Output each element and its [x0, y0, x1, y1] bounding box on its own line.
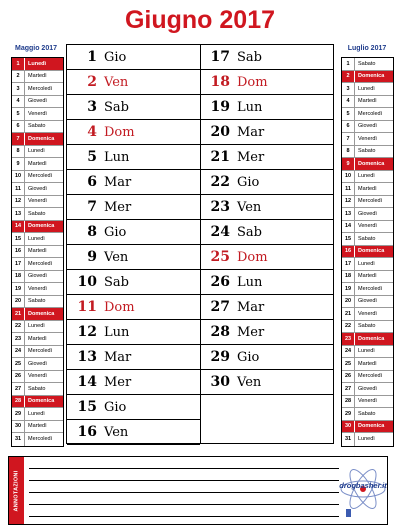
mini-day-row: [342, 221, 393, 234]
mini-day-row: [342, 146, 393, 159]
mini-day-name: Domenica: [358, 160, 385, 167]
day-number: 9: [87, 249, 97, 265]
may-title: Maggio 2017: [14, 45, 57, 52]
day-name: Dom: [104, 299, 135, 315]
mini-day-name: Mercoledì: [28, 260, 53, 267]
mini-day-number: 10: [342, 171, 355, 183]
day-number: 28: [210, 324, 230, 340]
day-row: [67, 420, 200, 445]
mini-day-name: Domenica: [358, 423, 385, 430]
mini-day-row: [12, 396, 63, 409]
mini-day-name: Domenica: [358, 73, 385, 80]
day-row: [67, 245, 200, 270]
mini-day-row: [12, 246, 63, 259]
mini-day-number: 15: [12, 233, 25, 245]
mini-day-row: [12, 371, 63, 384]
day-number: 21: [210, 149, 230, 165]
mini-day-number: 23: [12, 333, 25, 345]
mini-day-row: [342, 83, 393, 96]
logo-text: drogbasher.it: [339, 481, 387, 490]
mini-day-name: Venerdì: [28, 285, 47, 292]
mini-day-name: Martedì: [358, 98, 377, 105]
may-calendar: [11, 57, 64, 447]
july-title: Luglio 2017: [347, 45, 387, 52]
mini-day-name: Sabato: [358, 235, 376, 242]
day-number: 12: [77, 324, 97, 340]
mini-day-number: 1: [12, 58, 25, 70]
day-row: [67, 120, 200, 145]
day-name: Gio: [237, 349, 260, 365]
mini-day-name: Sabato: [358, 60, 376, 67]
day-number: 23: [210, 199, 230, 215]
day-row: [67, 95, 200, 120]
day-number: 13: [77, 349, 97, 365]
day-row: [200, 270, 333, 295]
mini-day-row: [12, 433, 63, 446]
mini-day-number: 28: [12, 396, 25, 408]
mini-day-name: Giovedì: [358, 385, 377, 392]
day-name: Gio: [237, 174, 260, 190]
mini-day-name: Domenica: [28, 398, 55, 405]
mini-day-number: 22: [12, 321, 25, 333]
day-row: [67, 195, 200, 220]
mini-day-name: Mercoledì: [28, 436, 53, 443]
mini-day-name: Martedì: [28, 73, 47, 80]
day-number: 25: [210, 249, 230, 265]
mini-day-name: Mercoledì: [28, 173, 53, 180]
mini-day-name: Domenica: [28, 135, 55, 142]
mini-day-name: Martedì: [358, 273, 377, 280]
day-number: 24: [210, 224, 230, 240]
day-number: 7: [87, 199, 97, 215]
mini-day-name: Martedì: [28, 423, 47, 430]
mini-day-number: 7: [342, 133, 355, 145]
mini-day-row: [12, 321, 63, 334]
mini-day-row: [342, 271, 393, 284]
mini-day-row: [342, 371, 393, 384]
mini-day-row: [342, 321, 393, 334]
mini-day-row: [342, 308, 393, 321]
day-number: 30: [210, 374, 230, 390]
mini-day-name: Sabato: [28, 210, 46, 217]
mini-day-number: 28: [342, 396, 355, 408]
mini-day-row: [12, 146, 63, 159]
mini-day-row: [342, 333, 393, 346]
mini-day-name: Giovedì: [358, 123, 377, 130]
day-row: [200, 170, 333, 195]
mini-day-name: Mercoledì: [358, 285, 383, 292]
day-name: Mer: [104, 199, 132, 215]
mini-day-number: 22: [342, 321, 355, 333]
mini-day-row: [12, 333, 63, 346]
notes-area[interactable]: [8, 456, 388, 525]
day-row: [200, 120, 333, 145]
mini-day-name: Lunedì: [28, 235, 45, 242]
mini-day-name: Lunedì: [358, 436, 375, 443]
day-name: Sab: [104, 99, 129, 115]
mini-day-number: 21: [342, 308, 355, 320]
mini-day-row: [342, 421, 393, 434]
mini-day-number: 30: [12, 421, 25, 433]
mini-day-name: Lunedì: [358, 173, 375, 180]
mini-day-row: [342, 408, 393, 421]
mini-day-row: [342, 121, 393, 134]
mini-day-name: Sabato: [358, 410, 376, 417]
mini-day-name: Sabato: [28, 123, 46, 130]
mini-day-number: 3: [342, 83, 355, 95]
day-number: 3: [87, 99, 97, 115]
mini-day-row: [12, 208, 63, 221]
day-name: Lun: [237, 274, 263, 290]
mini-day-number: 4: [12, 96, 25, 108]
mini-day-name: Domenica: [28, 310, 55, 317]
mini-day-number: 20: [342, 296, 355, 308]
mini-day-number: 6: [342, 121, 355, 133]
mini-day-row: [12, 171, 63, 184]
mini-day-number: 24: [342, 346, 355, 358]
mini-day-number: 2: [12, 71, 25, 83]
mini-day-row: [342, 158, 393, 171]
notes-line: [29, 516, 339, 517]
mini-day-name: Mercoledì: [28, 348, 53, 355]
mini-day-row: [12, 58, 63, 71]
mini-day-name: Sabato: [358, 323, 376, 330]
mini-day-name: Mercoledì: [28, 85, 53, 92]
mini-day-row: [12, 346, 63, 359]
mini-day-name: Lunedì: [28, 148, 45, 155]
day-number: 26: [210, 274, 230, 290]
mini-day-name: Lunedì: [358, 348, 375, 355]
mini-day-row: [342, 283, 393, 296]
day-row: [67, 170, 200, 195]
mini-day-number: 12: [12, 196, 25, 208]
day-number: 19: [210, 99, 230, 115]
day-name: Gio: [104, 399, 127, 415]
mini-day-name: Venerdì: [28, 110, 47, 117]
mini-day-number: 13: [342, 208, 355, 220]
mini-day-row: [12, 421, 63, 434]
day-number: 2: [87, 74, 97, 90]
mini-day-row: [12, 158, 63, 171]
day-name: Mar: [104, 174, 132, 190]
mini-day-name: Venerdì: [28, 373, 47, 380]
mini-day-name: Martedì: [358, 185, 377, 192]
mini-day-number: 14: [342, 221, 355, 233]
mini-day-name: Venerdì: [358, 135, 377, 142]
mini-day-row: [342, 183, 393, 196]
day-name: Dom: [104, 124, 135, 140]
day-name: Gio: [104, 49, 127, 65]
mini-day-number: 16: [12, 246, 25, 258]
day-name: Mar: [237, 299, 265, 315]
mini-day-number: 8: [12, 146, 25, 158]
mini-day-row: [342, 433, 393, 446]
mini-day-name: Martedì: [28, 248, 47, 255]
mini-day-row: [342, 71, 393, 84]
mini-day-row: [12, 296, 63, 309]
mini-day-number: 16: [342, 246, 355, 258]
mini-day-name: Mercoledì: [358, 373, 383, 380]
day-number: 11: [77, 299, 97, 315]
mini-day-number: 27: [12, 383, 25, 395]
mini-day-row: [342, 196, 393, 209]
mini-day-name: Martedì: [28, 335, 47, 342]
mini-day-name: Giovedì: [358, 210, 377, 217]
mini-day-number: 27: [342, 383, 355, 395]
mini-day-row: [12, 408, 63, 421]
mini-day-row: [12, 108, 63, 121]
day-name: Mer: [237, 149, 265, 165]
mini-day-name: Venerdì: [28, 198, 47, 205]
mini-day-row: [12, 383, 63, 396]
mini-day-name: Mercoledì: [358, 198, 383, 205]
day-number: 18: [210, 74, 230, 90]
page-title: Giugno 2017: [124, 6, 276, 34]
mini-day-row: [12, 258, 63, 271]
day-row: [67, 70, 200, 95]
mini-day-number: 11: [342, 183, 355, 195]
mini-day-name: Giovedì: [358, 298, 377, 305]
mini-day-name: Lunedì: [28, 60, 47, 67]
day-row: [200, 345, 333, 370]
mini-day-name: Venerdì: [358, 398, 377, 405]
day-number: 27: [210, 299, 230, 315]
day-name: Mar: [237, 124, 265, 140]
mini-day-number: 5: [12, 108, 25, 120]
mini-day-name: Sabato: [28, 385, 46, 392]
day-row: [67, 345, 200, 370]
day-name: Ven: [237, 374, 262, 390]
mini-day-name: Giovedì: [28, 273, 47, 280]
mini-day-number: 26: [342, 371, 355, 383]
mini-day-number: 17: [342, 258, 355, 270]
day-row: [200, 220, 333, 245]
mini-day-name: Domenica: [28, 223, 55, 230]
mini-day-row: [12, 271, 63, 284]
mini-day-name: Mercoledì: [358, 110, 383, 117]
mini-day-name: Venerdì: [358, 310, 377, 317]
mini-day-row: [342, 133, 393, 146]
mini-day-number: 14: [12, 221, 25, 233]
mini-day-number: 18: [342, 271, 355, 283]
mini-day-number: 23: [342, 333, 355, 345]
mini-day-number: 1: [342, 58, 355, 70]
day-name: Lun: [104, 324, 130, 340]
june-column-left: [67, 45, 201, 443]
day-name: Lun: [237, 99, 263, 115]
mini-day-row: [342, 383, 393, 396]
mini-day-number: 12: [342, 196, 355, 208]
mini-day-number: 5: [342, 108, 355, 120]
mini-day-number: 8: [342, 146, 355, 158]
day-number: 17: [210, 49, 230, 65]
day-row: [67, 395, 200, 420]
mini-day-number: 15: [342, 233, 355, 245]
mini-day-number: 25: [342, 358, 355, 370]
mini-day-row: [342, 396, 393, 409]
mini-day-number: 18: [12, 271, 25, 283]
day-number: 22: [210, 174, 230, 190]
mini-day-name: Lunedì: [358, 85, 375, 92]
mini-day-number: 13: [12, 208, 25, 220]
notes-line: [29, 480, 339, 481]
day-name: Sab: [237, 49, 262, 65]
day-name: Dom: [237, 249, 268, 265]
mini-day-number: 25: [12, 358, 25, 370]
day-number: 29: [210, 349, 230, 365]
mini-day-number: 29: [342, 408, 355, 420]
june-calendar: [66, 44, 334, 444]
day-name: Ven: [104, 249, 129, 265]
june-column-right: [200, 45, 333, 443]
mini-day-number: 31: [12, 433, 25, 446]
mini-day-row: [342, 233, 393, 246]
mini-day-row: [12, 358, 63, 371]
mini-day-row: [342, 358, 393, 371]
day-row: [67, 270, 200, 295]
day-row: [200, 320, 333, 345]
mini-day-number: 24: [12, 346, 25, 358]
mini-day-number: 19: [12, 283, 25, 295]
mini-day-row: [12, 83, 63, 96]
notes-line: [29, 492, 339, 493]
mini-day-row: [12, 221, 63, 234]
mini-day-row: [12, 121, 63, 134]
mini-day-row: [342, 258, 393, 271]
day-row: [200, 245, 333, 270]
day-row: [200, 370, 333, 395]
day-name: Mer: [104, 374, 132, 390]
mini-day-row: [12, 71, 63, 84]
mini-day-row: [12, 133, 63, 146]
mini-day-number: 21: [12, 308, 25, 320]
july-calendar: [341, 57, 394, 447]
mini-day-row: [342, 108, 393, 121]
mini-day-name: Sabato: [358, 148, 376, 155]
day-number: 20: [210, 124, 230, 140]
mini-day-number: 11: [12, 183, 25, 195]
day-number: 14: [77, 374, 97, 390]
day-row: [200, 70, 333, 95]
mini-day-row: [12, 183, 63, 196]
day-row: [200, 95, 333, 120]
day-number: 1: [87, 49, 97, 65]
day-name: Sab: [104, 274, 129, 290]
mini-day-row: [342, 208, 393, 221]
day-row: [67, 145, 200, 170]
day-number: 15: [77, 399, 97, 415]
mini-day-number: 29: [12, 408, 25, 420]
mini-day-number: 7: [12, 133, 25, 145]
mini-day-row: [12, 283, 63, 296]
day-name: Lun: [104, 149, 130, 165]
logo: [339, 459, 387, 522]
mini-day-number: 10: [12, 171, 25, 183]
day-row: [200, 45, 333, 70]
mini-day-name: Sabato: [28, 298, 46, 305]
mini-day-number: 20: [12, 296, 25, 308]
mini-day-name: Domenica: [358, 248, 385, 255]
mini-day-row: [342, 296, 393, 309]
mini-day-name: Martedì: [358, 360, 377, 367]
day-number: 16: [77, 424, 97, 440]
mini-day-row: [342, 58, 393, 71]
atom-icon: [339, 459, 387, 522]
mini-day-number: 4: [342, 96, 355, 108]
notes-line: [29, 504, 339, 505]
day-row: [200, 145, 333, 170]
mini-day-name: Lunedì: [28, 410, 45, 417]
mini-day-number: 6: [12, 121, 25, 133]
mini-day-number: 17: [12, 258, 25, 270]
day-number: 8: [87, 224, 97, 240]
mini-day-number: 30: [342, 421, 355, 433]
mini-day-name: Lunedì: [28, 323, 45, 330]
mini-day-name: Giovedì: [28, 98, 47, 105]
mini-day-row: [342, 246, 393, 259]
day-row: [67, 370, 200, 395]
mini-day-row: [12, 96, 63, 109]
day-row: [200, 295, 333, 320]
mini-day-number: 3: [12, 83, 25, 95]
day-name: Mar: [104, 349, 132, 365]
mini-day-number: 2: [342, 71, 355, 83]
mini-day-name: Giovedì: [28, 185, 47, 192]
day-name: Sab: [237, 224, 262, 240]
mini-day-number: 9: [12, 158, 25, 170]
mini-day-row: [342, 96, 393, 109]
day-row: [67, 45, 200, 70]
mini-day-row: [12, 308, 63, 321]
notes-label: ANNOTAZIONI: [13, 469, 20, 512]
mini-day-name: Venerdì: [358, 223, 377, 230]
day-name: Mer: [237, 324, 265, 340]
day-number: 5: [87, 149, 97, 165]
day-number: 10: [77, 274, 97, 290]
mini-day-name: Lunedì: [358, 260, 375, 267]
mini-day-number: 31: [342, 433, 355, 446]
day-name: Ven: [237, 199, 262, 215]
notes-line: [29, 468, 339, 469]
day-row: [67, 220, 200, 245]
day-row: [67, 320, 200, 345]
mini-day-number: 9: [342, 158, 355, 170]
mini-day-name: Martedì: [28, 160, 47, 167]
day-row: [200, 195, 333, 220]
mini-day-row: [12, 196, 63, 209]
day-number: 4: [87, 124, 97, 140]
mini-day-row: [12, 233, 63, 246]
mini-day-name: Domenica: [358, 335, 385, 342]
day-name: Ven: [104, 424, 129, 440]
mini-day-number: 19: [342, 283, 355, 295]
day-number: 6: [87, 174, 97, 190]
mini-day-name: Giovedì: [28, 360, 47, 367]
day-name: Dom: [237, 74, 268, 90]
day-name: Ven: [104, 74, 129, 90]
mini-day-row: [342, 171, 393, 184]
day-row: [67, 295, 200, 320]
mini-day-number: 26: [12, 371, 25, 383]
notes-label-box: [9, 457, 24, 524]
day-name: Gio: [104, 224, 127, 240]
mini-day-row: [342, 346, 393, 359]
